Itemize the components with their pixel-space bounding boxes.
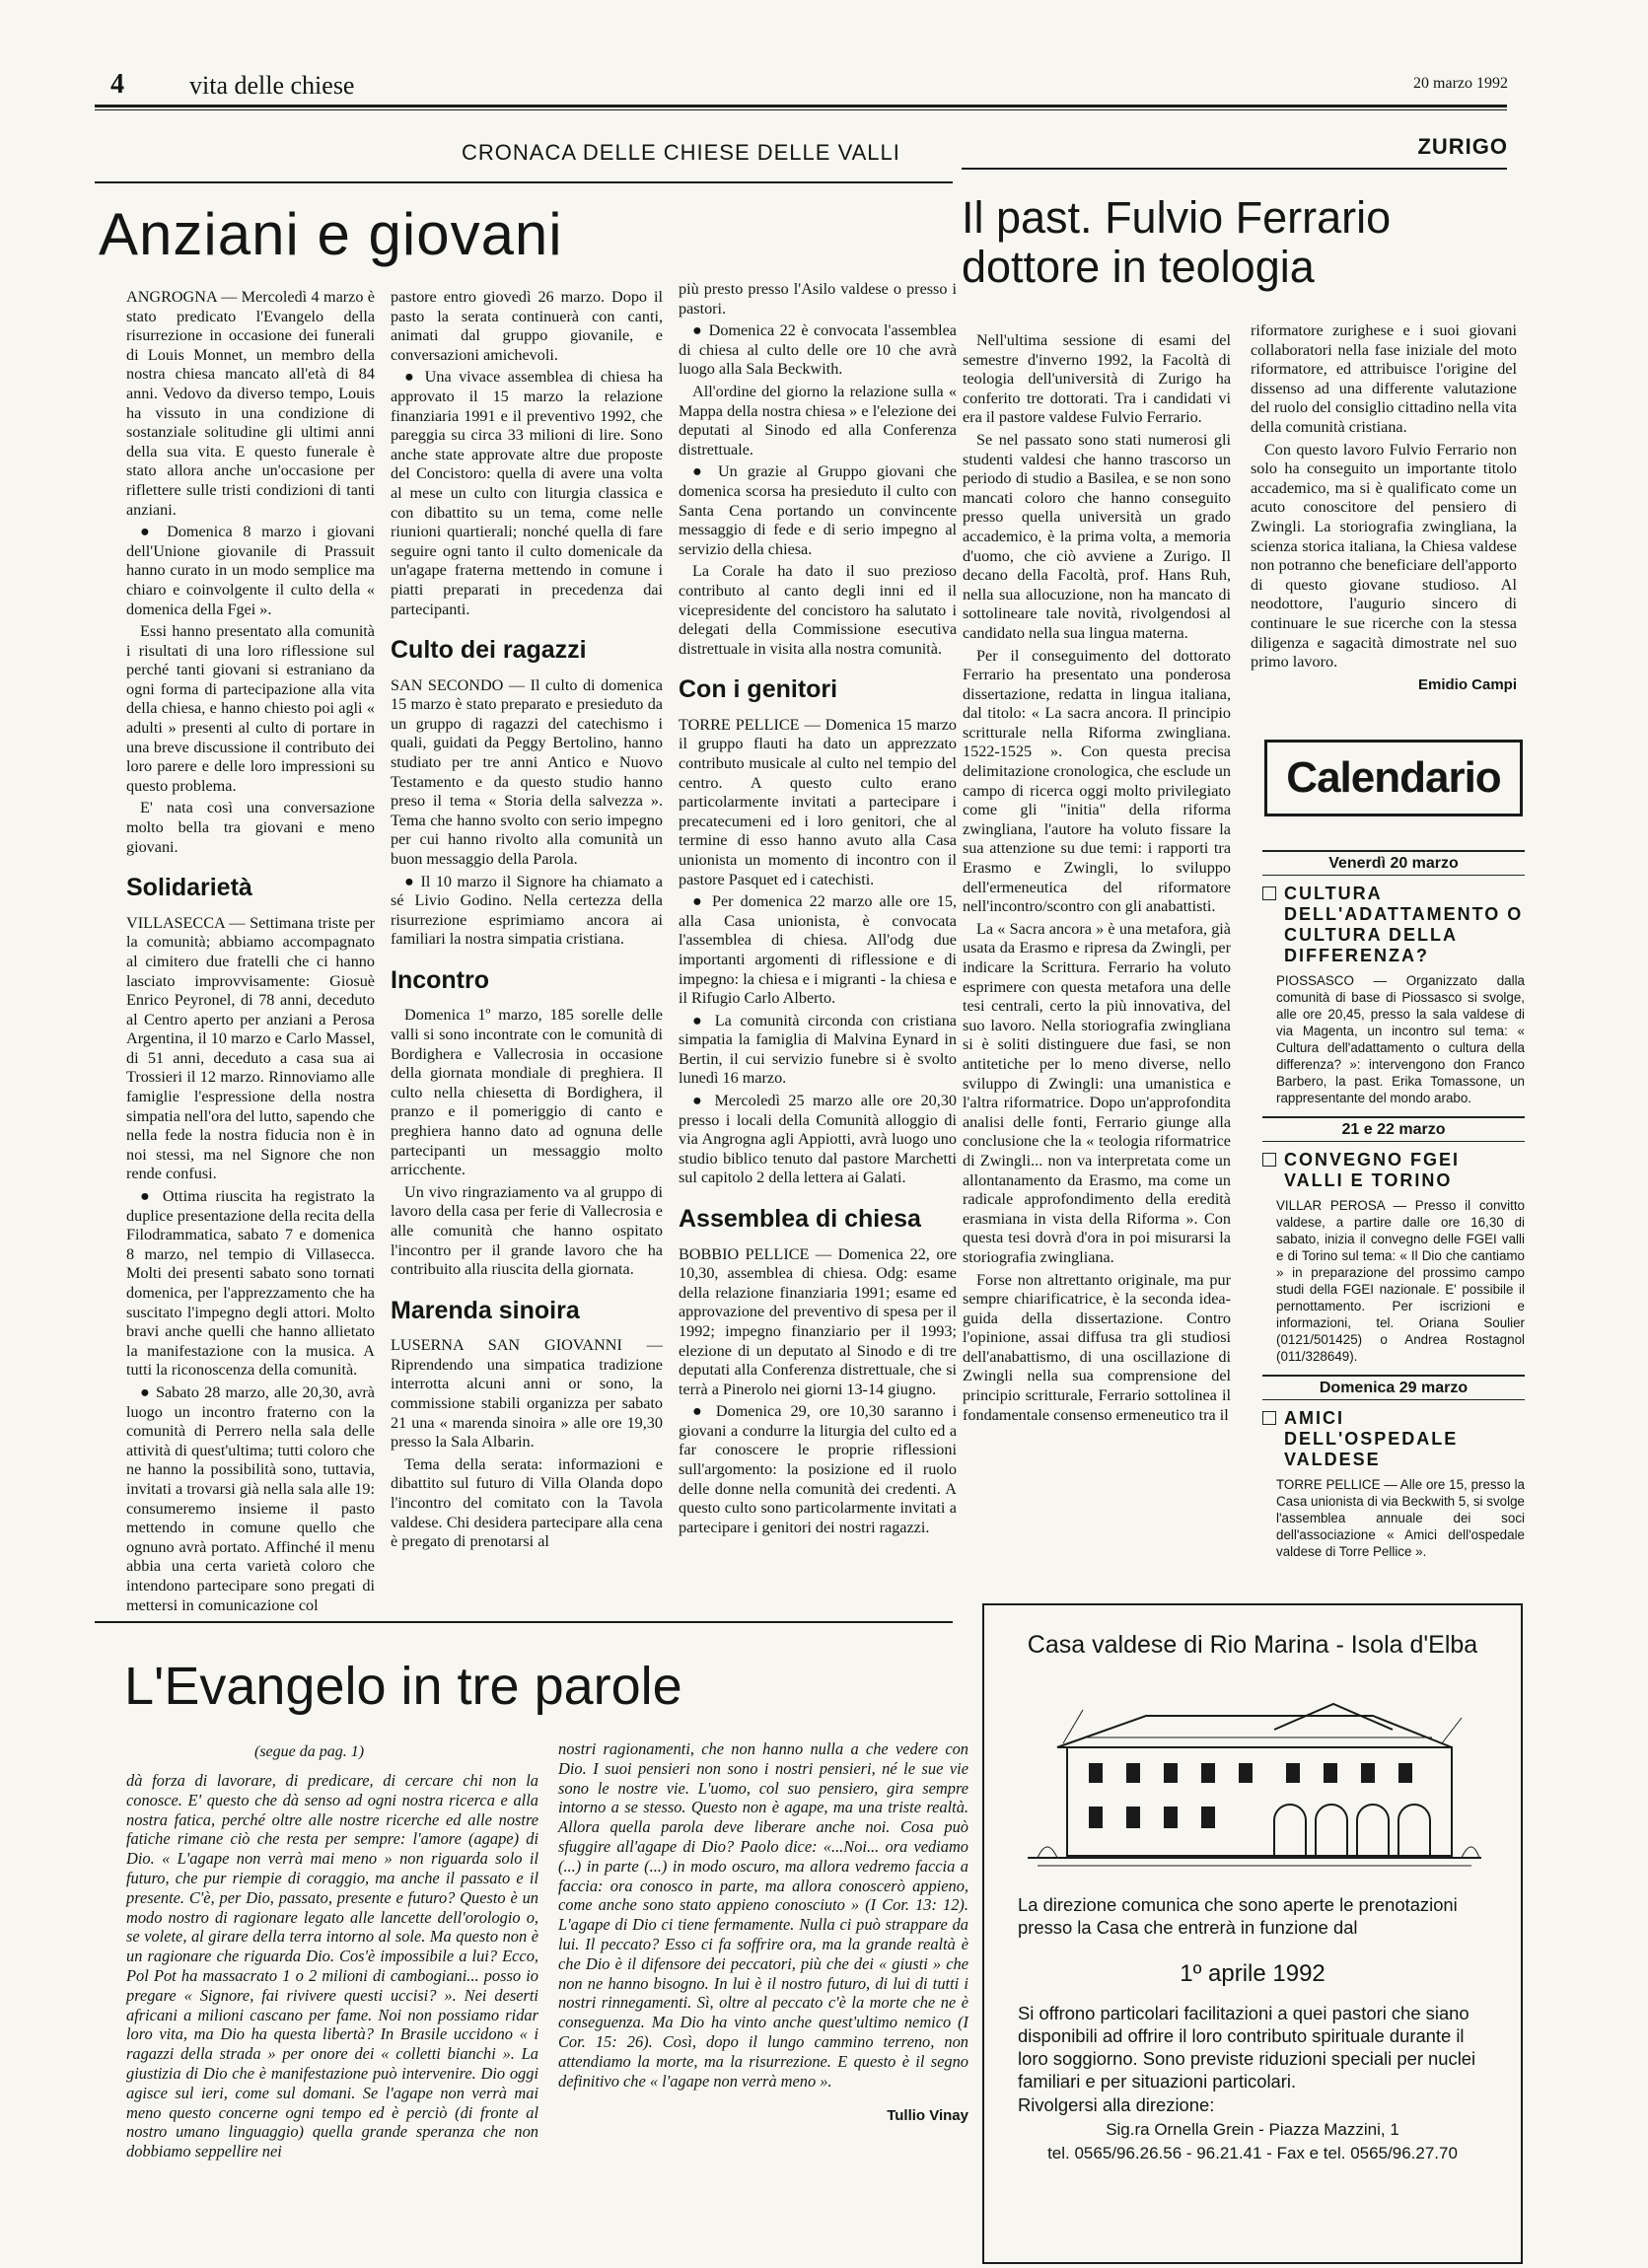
calendar-list — [1262, 844, 1525, 1570]
publication-title: vita delle chiese — [189, 71, 355, 100]
paragraph: SAN SECONDO — Il culto di domenica 15 marzo è stato preparato e presieduto da un gruppo di ragazzi del catechismo i quali, guidati da Peggy Bertolino, hanno studiato per tre anni Antico e Nuovo Testamento e da questo studio hanno preso il tema « Storia della salvezza ». Tema che hanno svolto con serio impegno per cui hanno rivolto alla comunità un buon messaggio della Parola. — [391, 675, 663, 868]
paragraph: dà forza di lavorare, di predicare, di cercare chi non la conosce. E' questo che dà senso ad ogni nostra ricerca e alla nostra fatica, perché oltre alle nostre ricerche ed alle nostre fatiche rimane ciò che resta per sempre: l'amore (agape) di Dio. « L'agape non verrà mai meno » non riguarda solo il futuro, che pur riempie di coraggio, ma anche il passato e il presente. C'è, per Dio, passato, presente e futuro? Questo è un modo nostro di ragionare legato alle lancette dell'orologio o, se volete, al girare della terra intorno al sole. Ma questo non è un ragionare che riguarda Dio. Cos'è impossibile a lui? Ecco, Pol Pot ha massacrato 1 o 2 milioni di cambogiani... posso io pregare « Signore, fai rivivere questi uccisi? ». Nei deserti africani a milioni cascano per fame. Noi non possiamo ridar loro vita, ma Dio ha questa libertà? In Brasile uccidono « i ragazzi della strada » per onore dei « colletti bianchi ». La giustizia di Dio che è manifestazione può intervenire. Dio oggi agisce sul ieri, come sul domani. Se l'agape non verrà mai meno questo concerne ogni tempo ed è perciò (di fronte al nostro umano linguaggio) quella grande speranza che non dobbiamo seppellire nei — [126, 1771, 538, 2162]
section-title-zurigo: ZURIGO — [1417, 134, 1508, 159]
continued-note: (segue da pag. 1) — [254, 1743, 365, 1760]
paragraph: ● Domenica 8 marzo i giovani dell'Unione giovanile di Prassuit hanno curato in un modo semplice ma chiaro e coinvolgente il culto della « domenica della Fgei ». — [126, 523, 375, 619]
paragraph: Domenica 1º marzo, 185 sorelle delle valli si sono incontrate con le comunità di Bordighera e Vallecrosia in occasione della giornata mondiale di preghiera. Il culto nella chiesetta di Bordighera, il pranzo e il pomeriggio di canto e preghiera hanno dato ad ognuna delle partecipanti un messaggio molto arricchente. — [391, 1006, 663, 1179]
paragraph: ● Una vivace assemblea di chiesa ha approvato il 15 marzo la relazione finanziaria 1991 e il preventivo 1992, che pareggia su circa 33 milioni di lire. Sono anche state approvate altre due proposte del Concistoro: quella di avere una volta al mese un culto con liturgia classica e con dibattito su un tema, come nelle riunioni quartierali; nonché quella di fare seguire ogni tanto il culto domenicale da un'agape fraterna mettendo in comune i piatti preparati in precedenza dai partecipanti. — [391, 368, 663, 619]
paragraph: La « Sacra ancora » è una metafora, già usata da Erasmo e ripresa da Zwingli, per indicare la Scrittura. Ferrario ha voluto esprimere con questa metafora una delle tesi centrali, certo la più innovativa, del suo lavoro. Nella storiografia zwingliana si è soliti distinguere due fasi, se non antitetiche per lo meno diverse, nello sviluppo di Zwingli: una umanistica e l'altra riformatrice. Dopo un'approfondita analisi delle fonti, Ferrario giunge alla conclusione che la « teologia riformatrice di Zwingli... non va interpretata come un allontanamento da Erasmo, ma come un radicale approfondimento della eredità erasmiana in vista della Riforma ». Con questa tesi dovrà d'ora in poi misurarsi la storiografia zwingliana. — [963, 919, 1231, 1266]
paragraph: Se nel passato sono stati numerosi gli studenti valdesi che hanno trascorso un periodo di studio a Basilea, e se non sono mancati coloro che hanno conseguito presso quella università un grado accademico, è la prima volta, a memoria d'uomo, che ciò avviene a Zurigo. Il decano della Facoltà, prof. Hans Ruh, nella sua allocuzione, non ha mancato di sottolineare tale novità, rivolgendosi al candidato nella sua lingua materna. — [963, 430, 1231, 642]
author-signature: Emidio Campi — [1417, 675, 1517, 693]
paragraph: Nell'ultima sessione di esami del semestre d'inverno 1992, la Facoltà di teologia dell'università di Zurigo ha conferito tre dottorati. Tra i candidati vi era il pastore valdese Fulvio Ferrario. — [963, 331, 1231, 427]
calendar-event — [1262, 884, 1525, 966]
checkbox-icon — [1262, 1411, 1276, 1425]
article-anziani-col2 — [391, 288, 663, 1555]
ad-title: Casa valdese di Rio Marina - Isola d'Elba — [1027, 1631, 1478, 1659]
paragraph: All'ordine del giorno la relazione sulla « Mappa della nostra chiesa » e l'elezione dei deputati al Sinodo ed alla Conferenza distrettuale. — [679, 382, 957, 459]
paragraph: ● Ottima riuscita ha registrato la duplice presentazione della recita della Filodrammatica, sabato 7 e domenica 8 marzo, nel tempio di Villasecca. Molti dei presenti sabato sono tornati domenica, per l'apprezzamento che ha suscitato l'impegno degli attori. Molto bravi anche quelli che hanno allietato la manifestazione con la musica. A tutti la riconoscenza della comunità. — [126, 1187, 375, 1381]
paragraph: La Corale ha dato il suo prezioso contributo al canto degli inni ed il vicepresidente del concistoro ha salutato i delegati della Commissione esecutiva distrettuale in visita alla nostra comunità. — [679, 562, 957, 658]
headline-evangelo: L'Evangelo in tre parole — [124, 1657, 682, 1716]
paragraph: E' nata così una conversazione molto bella tra giovani e meno giovani. — [126, 799, 375, 856]
paragraph: BOBBIO PELLICE — Domenica 22, ore 10,30, assemblea di chiesa. Odg: esame della relazione finanziaria 1991; esame ed approvazione del preventivo di spesa per il 1992; impegno finanziario per il 1993; elezione di un deputato al Sinodo e di tre deputati alla Conferenza distrettuale, che si terrà a Pinerolo nei giorni 13-14 giugno. — [679, 1244, 957, 1398]
subheading-solidarieta: Solidarietà — [126, 874, 252, 902]
calendar-day: 21 e 22 marzo — [1262, 1116, 1525, 1142]
paragraph: ● Domenica 22 è convocata l'assemblea di chiesa al culto delle ore 10 che avrà luogo alla Sala Beckwith. — [679, 321, 957, 380]
event-title: CONVEGNO FGEI VALLI E TORINO — [1284, 1150, 1461, 1190]
calendar-title: Calendario — [1286, 753, 1501, 802]
article-evangelo-col2 — [558, 1739, 968, 2126]
advertisement-casa-valdese — [982, 1603, 1523, 2264]
article-zurigo-col1 — [963, 331, 1231, 1428]
ad-contact-phone: tel. 0565/96.26.56 - 96.21.41 - Fax e tel. 0565/96.27.70 — [1047, 2144, 1458, 2162]
paragraph: ● La comunità circonda con cristiana simpatia la famiglia di Malvina Eynard in Bertin, il cui servizio funebre si è svolto lunedì 16 marzo. — [679, 1012, 957, 1089]
calendar-day: Domenica 29 marzo — [1262, 1375, 1525, 1400]
header-rule — [95, 105, 1507, 107]
headline-zurigo: Il past. Fulvio Ferrario dottore in teologia — [962, 192, 1392, 293]
author-signature: Tullio Vinay — [887, 2107, 968, 2125]
event-text: VILLAR PEROSA — Presso il convitto valdese, a partire dalle ore 16,30 di sabato, inizia il convegno delle FGEI valli e di Torino sul tema: « Il Dio che cantiamo » in preparazione del prossimo campo studi della FGEI nazionale. E' possibile il pernottamento. Per iscrizioni e informazioni, tel. Oriana Soulier (0121/501425) o Andrea Rostagnol (011/328649). — [1276, 1198, 1525, 1364]
building-illustration — [1028, 1688, 1481, 1876]
event-text: PIOSSASCO — Organizzato dalla comunità di base di Piossasco si svolge, alle ore 20,45, presso la sala valdese di via Magenta, un incontro sul tema: « Cultura dell'adattamento o cultura della differenza? »: intervengono don Franco Barbero, la past. Erika Tomassone, un rappresentante del mondo arabo. — [1276, 973, 1525, 1105]
paragraph: ● Domenica 29, ore 10,30 saranno i giovani a condurre la liturgia del culto ed a far conoscere le proprie riflessioni sull'argomento: la posizione ed il ruolo delle donne nella comunità dei credenti. A questo culto sono particolarmente invitati a partecipare i genitori dei nostri ragazzi. — [679, 1402, 957, 1537]
issue-date: 20 marzo 1992 — [1413, 75, 1508, 92]
paragraph: Per il conseguimento del dottorato Ferrario ha presentato una ponderosa dissertazione, redatta in lingua italiana, dal titolo: « La sacra ancora. Il principio scritturale nella Riforma zwingliana. 1522-1525 ». Con questa precisa delimitazione cronologica, che esclude un campo di ricerca oggi molto privilegiato come gli "initia" della riforma zwingliana, l'autore ha voluto fissare la sua attenzione su due temi: i rapporti tra Erasmo e Zwingli, lo sviluppo dell'ermeneutica del riformatore nell'incontro/scontro con gli anabattisti. — [963, 646, 1231, 916]
section-title-cronaca: CRONACA DELLE CHIESE DELLE VALLI — [462, 140, 900, 165]
ad-intro: La direzione comunica che sono aperte le prenotazioni presso la Casa che entrerà in funzione dal — [1018, 1894, 1458, 1938]
ad-contact-label: Rivolgersi alla direzione: — [1018, 2094, 1215, 2115]
paragraph: ● Mercoledì 25 marzo alle ore 20,30 presso i locali della Comunità alloggio di via Angrogna agli Appiotti, avrà luogo uno studio biblico tenuto dal pastore Marchetti sul capitolo 2 della lettera ai Galati. — [679, 1092, 957, 1188]
article-evangelo-col1 — [126, 1771, 538, 2164]
paragraph: VILLASECCA — Settimana triste per la comunità; abbiamo accompagnato al cimitero due fratelli che ci hanno lasciato improvvisamente: Giosuè Enrico Peyronel, di 78 anni, deceduto al Centro aperto per anziani a Perosa Argentina, il 10 marzo e Carlo Massel, di 51 anni, deceduto a casa sua ai Trossieri il 12 marzo. Rinnoviamo alle famiglie l'espressione della nostra simpatia nell'ora del lutto, sapendo che nella fede la nostra fiducia non è in noi stessi, ma nel Signore che non rende confusi. — [126, 913, 375, 1183]
checkbox-icon — [1262, 886, 1276, 900]
paragraph: Con questo lavoro Fulvio Ferrario non solo ha conseguito un importante titolo accademico, ma si è qualificato come un acuto conoscitore del pensiero di Zwingli. La storiografia zwingliana, la scienza storica italiana, la Chiesa valdese non potranno che beneficiare dell'apporto di questo giovane studioso. Al neodottore, l'augurio sincero di continuare le sue ricerche con la stessa diligenza e sagacità dimostrate nel suo primo lavoro. — [1251, 440, 1517, 672]
paragraph: ● Sabato 28 marzo, alle 20,30, avrà luogo un incontro fraterno con la comunità di Perrero nella sala delle attività di quest'ultima; tutti coloro che ne hanno la possibilità sono, tuttavia, invitati a trovarsi già nella sala alle 19: consumeremo insieme il pasto mettendo in comune quello che ognuno avrà portato. Affinché il menu abbia una certa varietà coloro che intendono partecipare sono pregati di mettersi in comunicazione col — [126, 1383, 375, 1615]
calendar-day: Venerdì 20 marzo — [1262, 850, 1525, 876]
paragraph: nostri ragionamenti, che non hanno nulla a che vedere con Dio. I suoi pensieri non sono i nostri pensieri, né le sue vie sono le nostre vie. L'uomo, col suo pensiero, gira sempre intorno a se stesso. Questo non è agape, ma una triste realtà. Allora quella parola deve liberare anche noi. Cosa può sfuggire all'agape di Dio? Paolo dice: «...Noi... ora vediamo (...) in parte (...) in modo oscuro, ma allora vedremo faccia a faccia: ora conosco in parte, ma allora conoscerò appieno, come anche sono stato appieno conosciuto » (I Cor. 13: 12). L'agape di Dio ci tiene fermamente. Nulla ci può strappare da lui. Il peccato? Esso ci fa soffrire ora, ma la grande realtà è che Dio è il difensore dei peccatori, più che dei « giusti » che non ne hanno bisogno. In lui è il nostro futuro, di lui di tutti i nostri rinnegamenti. Sì, oltre al peccato c'è la morte che ne è conseguenza. Ma Dio ha vinto anche quest'ultimo nemico (I Cor. 15: 26). Così, dopo il lungo cammino terreno, non attendiamo la morte, ma la risurrezione. E questo è il segno definitivo che « l'agape non verrà meno ». — [558, 1739, 968, 2091]
paragraph: ● Per domenica 22 marzo alle ore 15, alla Casa unionista, è convocata l'assemblea di chiesa. All'odg due importanti argomenti di riflessione e di impegno: la chiesa e i migranti - la chiesa e il Rifugio Carlo Alberto. — [679, 892, 957, 1009]
calendar-title-box — [1264, 740, 1523, 816]
paragraph: ● Il 10 marzo il Signore ha chiamato a sé Livio Godino. Nella certezza della risurrezione esprimiamo ancora ai familiari la nostra simpatia cristiana. — [391, 873, 663, 950]
paragraph: Forse non altrettanto originale, ma pur sempre chiarificatrice, è la seconda idea-guida della dissertazione. Contro l'opinione, assai diffusa tra gli studiosi dell'anabattismo, di una oscillazione di Zwingli nella sua comprensione del principio scritturale, Ferrario sottolinea il fondamentale consenso ermeneutico tra il — [963, 1270, 1231, 1424]
section-rule-right — [962, 168, 1507, 170]
headline-anziani: Anziani e giovani — [99, 201, 563, 267]
calendar-event — [1262, 1408, 1525, 1470]
article-anziani-col1 — [126, 288, 375, 1618]
paragraph: LUSERNA SAN GIOVANNI — Riprendendo una simpatica tradizione interrotta alcuni anni or sono, la commissione stabili organizza per sabato 21 una « marenda sinoira » alle ore 19,30 presso la Sala Albarin. — [391, 1336, 663, 1452]
ad-opening-date: 1º aprile 1992 — [1180, 1960, 1326, 1987]
paragraph: ● Un grazie al Gruppo giovani che domenica scorsa ha presieduto il culto con Santa Cena portando un convincente messaggio di fede e di serio impegno al servizio della chiesa. — [679, 462, 957, 559]
paragraph: TORRE PELLICE — Domenica 15 marzo il gruppo flauti ha dato un apprezzato contributo musicale al culto nel tempio del centro. A questo culto erano particolarmente invitati a partecipare i precatecumeni ed i loro genitori, che al termine di esso hanno avuto alla Casa unionista un momento di incontro con il pastore Pasquet ed i catechisti. — [679, 715, 957, 888]
calendar-event — [1262, 1150, 1525, 1191]
article-anziani-col3 — [679, 280, 957, 1540]
paragraph: riformatore zurighese e i suoi giovani collaboratori nella fase iniziale del moto riformatore, ed attribuisce l'origine del dissenso ad una differente valutazione del ruolo del consiglio cittadino nella vita della comunità cristiana. — [1251, 321, 1517, 436]
paragraph: Tema della serata: informazioni e dibattito sul futuro di Villa Olanda dopo l'incontro del comitato con la Tavola valdese. Chi desidera partecipare alla cena è pregato di prenotarsi al — [391, 1454, 663, 1551]
article-zurigo-col2 — [1251, 321, 1517, 694]
event-text: TORRE PELLICE — Alle ore 15, presso la Casa unionista di via Beckwith 5, si svolge l'assemblea annuale dei soci dell'associazione « Amici dell'ospedale valdese di Torre Pellice ». — [1276, 1477, 1525, 1559]
event-title: CULTURA DELL'ADATTAMENTO O CULTURA DELLA DIFFERENZA? — [1284, 884, 1524, 965]
subheading-culto: Culto dei ragazzi — [391, 636, 587, 665]
paragraph: pastore entro giovedì 26 marzo. Dopo il pasto la serata continuerà con canti, animati dal gruppo giovanile, e conversazioni amichevoli. — [391, 288, 663, 364]
subheading-assemblea: Assemblea di chiesa — [679, 1205, 921, 1234]
event-title: AMICI DELL'OSPEDALE VALDESE — [1284, 1408, 1459, 1469]
paragraph: ANGROGNA — Mercoledì 4 marzo è stato predicato l'Evangelo della risurrezione in occasione dei funerali di Louis Monnet, un membro della nostra chiesa mancato all'età di 84 anni. Vedovo da diverso tempo, Louis ha vissuto in una condizione di sostanziale solitudine gli ultimi anni della sua vita. E questo funerale è stato allora anche un'occasione per riflettere sulle tristi condizioni di tanti anziani. — [126, 288, 375, 519]
section-rule-left — [95, 181, 953, 183]
subheading-marenda: Marenda sinoira — [391, 1296, 580, 1324]
page-number: 4 — [110, 69, 124, 100]
bottom-section-rule — [95, 1621, 953, 1623]
checkbox-icon — [1262, 1153, 1276, 1167]
subheading-genitori: Con i genitori — [679, 675, 838, 704]
paragraph: Un vivo ringraziamento va al gruppo di lavoro della casa per ferie di Vallecrosia e alle comunità che hanno ospitato l'incontro per il grande lavoro che ha contribuito alla riuscita della giornata. — [391, 1182, 663, 1279]
ad-body: Si offrono particolari facilitazioni a quei pastori che siano disponibili ad offrire il loro contributo spirituale durante il loro soggiorno. Sono previste riduzioni speciali per nuclei familiari e per situazioni particolari. — [1018, 2003, 1476, 2091]
header-rule-thin — [95, 109, 1507, 110]
paragraph: Essi hanno presentato alla comunità i risultati di una loro riflessione sul perché tanti giovani si estraniano da ogni forma di partecipazione alla vita della chiesa, e hanno chiesto poi agli « adulti » presenti al culto di portare in una breve discussione il contributo dei loro parere e delle loro impressioni su questo problema. — [126, 622, 375, 795]
subheading-incontro: Incontro — [391, 965, 489, 994]
ad-contact-name: Sig.ra Ornella Grein - Piazza Mazzini, 1 — [1106, 2120, 1399, 2139]
paragraph: più presto presso l'Asilo valdese o presso i pastori. — [679, 280, 957, 318]
